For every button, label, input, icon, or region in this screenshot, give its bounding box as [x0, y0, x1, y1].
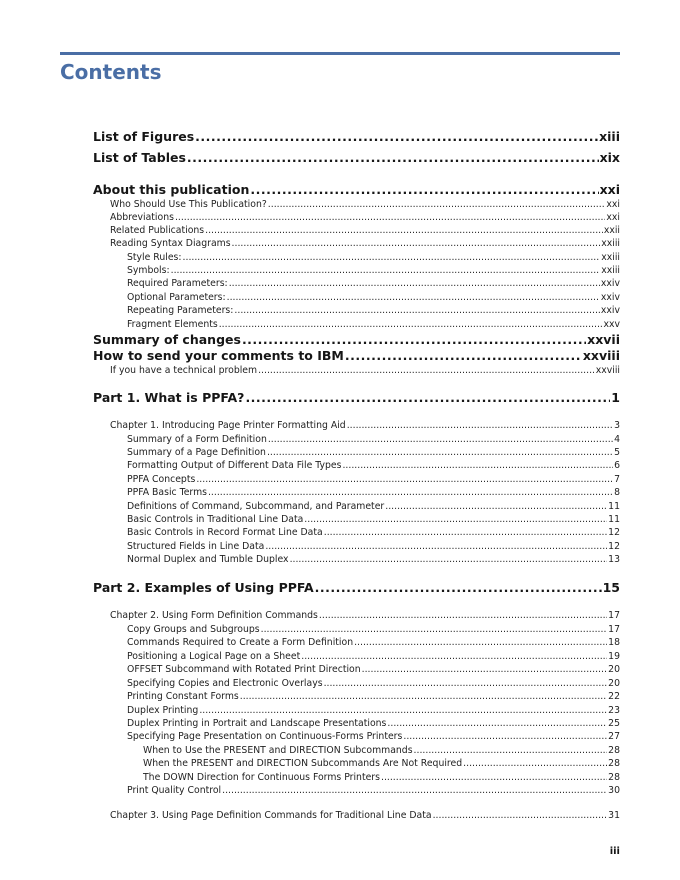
dot-leader	[245, 390, 610, 405]
toc-entry[interactable]	[127, 554, 620, 565]
toc-entry-page: 11	[608, 501, 620, 512]
toc-entry-page: 31	[608, 810, 620, 821]
toc-entry-title: Chapter 2. Using Form Definition Commands	[110, 610, 318, 621]
dot-leader	[208, 487, 613, 498]
toc-entry[interactable]	[143, 758, 620, 769]
toc-entry-title: OFFSET Subcommand with Rotated Print Direction	[127, 664, 361, 675]
page-number: iii	[609, 846, 620, 857]
toc-entry-page: 17	[608, 610, 620, 621]
toc-entry-title: Specifying Page Presentation on Continuous-Forms Printers	[127, 731, 403, 742]
dot-leader	[227, 292, 600, 303]
dot-leader	[229, 278, 600, 289]
toc-entry-page: 22	[608, 691, 620, 702]
toc-entry-page: 23	[608, 705, 620, 716]
toc-entry-page: 12	[608, 527, 620, 538]
toc-entry-title: Chapter 1. Introducing Page Printer Formatting Aid	[110, 420, 346, 431]
toc-entry[interactable]	[127, 487, 620, 498]
toc-entry-title: Part 1. What is PPFA?	[93, 390, 245, 405]
toc-entry[interactable]	[93, 150, 620, 165]
toc-entry[interactable]	[110, 365, 620, 376]
dot-leader	[195, 129, 598, 144]
dot-leader	[268, 199, 606, 210]
dot-leader	[183, 252, 601, 263]
toc-entry-page: 3	[614, 420, 620, 431]
toc-entry-title: Style Rules:	[127, 252, 182, 263]
dot-leader	[171, 265, 601, 276]
toc-entry-page: xxviii	[582, 348, 620, 363]
toc-entry-page: 4	[614, 434, 620, 445]
toc-entry[interactable]	[110, 610, 620, 621]
toc-entry-page: 28	[608, 745, 620, 756]
dot-leader	[301, 651, 607, 662]
toc-entry-page: xxvii	[587, 332, 620, 347]
toc-entry-title: Copy Groups and Subgroups	[127, 624, 260, 635]
dot-leader	[433, 810, 608, 821]
toc-entry-title: Summary of a Form Definition	[127, 434, 267, 445]
toc-entry-title: Positioning a Logical Page on a Sheet	[127, 651, 301, 662]
dot-leader	[345, 348, 582, 363]
toc-entry-title: About this publication	[93, 182, 250, 197]
dot-leader	[354, 637, 607, 648]
toc-entry-title: Printing Constant Forms	[127, 691, 239, 702]
dot-leader	[324, 527, 607, 538]
toc-entry-page: 6	[614, 460, 620, 471]
toc-entry-title: Summary of changes	[93, 332, 241, 347]
toc-entry-title: Basic Controls in Traditional Line Data	[127, 514, 304, 525]
toc-entry-title: When the PRESENT and DIRECTION Subcommands Are Not Required	[143, 758, 463, 769]
toc-entry-title: Chapter 3. Using Page Definition Commands for Traditional Line Data	[110, 810, 432, 821]
toc-entry-page: 17	[608, 624, 620, 635]
toc-entry[interactable]	[127, 664, 620, 675]
toc-entry-title: Required Parameters:	[127, 278, 228, 289]
toc-entry[interactable]	[127, 460, 620, 471]
toc-entry[interactable]	[127, 718, 620, 729]
toc-entry-page: 15	[602, 580, 620, 595]
dot-leader	[319, 610, 607, 621]
toc-entry-page: xxiv	[600, 292, 620, 303]
toc-entry[interactable]	[127, 731, 620, 742]
toc-entry-page: 7	[614, 474, 620, 485]
toc-entry[interactable]	[127, 637, 620, 648]
dot-leader	[342, 460, 613, 471]
header-rule	[60, 52, 620, 55]
dot-leader	[324, 678, 608, 689]
toc-entry[interactable]	[93, 129, 620, 144]
dot-leader	[362, 664, 608, 675]
toc-entry-page: xxiii	[601, 265, 620, 276]
toc-entry-page: 1	[611, 390, 620, 405]
toc-entry-title: Reading Syntax Diagrams	[110, 238, 231, 249]
dot-leader	[205, 225, 603, 236]
toc-entry[interactable]	[127, 292, 620, 303]
toc-entry-title: Commands Required to Create a Form Definition	[127, 637, 354, 648]
toc-entry-title: Specifying Copies and Electronic Overlays	[127, 678, 323, 689]
toc-entry-page: 30	[608, 785, 620, 796]
toc-entry-page: 18	[608, 637, 620, 648]
toc-entry-page: xxiv	[600, 278, 620, 289]
toc-entry-page: 19	[608, 651, 620, 662]
toc-entry-title: Structured Fields in Line Data	[127, 541, 265, 552]
toc-entry-page: xxiii	[601, 238, 620, 249]
toc-entry-title: How to send your comments to IBM	[93, 348, 344, 363]
dot-leader	[381, 772, 607, 783]
dot-leader	[385, 501, 607, 512]
toc-entry[interactable]	[110, 199, 620, 210]
toc-entry-title: Duplex Printing in Portrait and Landscape Presentations	[127, 718, 387, 729]
toc-entry-title: Duplex Printing	[127, 705, 199, 716]
toc-entry-title: Who Should Use This Publication?	[110, 199, 267, 210]
dot-leader	[347, 420, 613, 431]
toc-entry[interactable]	[127, 691, 620, 702]
toc-entry-title: Normal Duplex and Tumble Duplex	[127, 554, 289, 565]
toc-entry-page: 5	[614, 447, 620, 458]
dot-leader	[250, 182, 598, 197]
toc-entry-page: xxi	[599, 182, 620, 197]
dot-leader	[267, 447, 613, 458]
toc-entry[interactable]	[127, 447, 620, 458]
dot-leader	[387, 718, 607, 729]
toc-entry-title: Part 2. Examples of Using PPFA	[93, 580, 314, 595]
toc-entry-page: xxi	[606, 212, 620, 223]
dot-leader	[290, 554, 608, 565]
toc-entry-title: Fragment Elements	[127, 319, 218, 330]
dot-leader	[175, 212, 605, 223]
toc-entry-page: 27	[608, 731, 620, 742]
dot-leader	[234, 305, 600, 316]
toc-entry[interactable]	[93, 348, 620, 363]
toc-entry[interactable]	[127, 319, 620, 330]
dot-leader	[222, 785, 607, 796]
dot-leader	[187, 150, 599, 165]
toc-entry[interactable]	[127, 278, 620, 289]
toc-entry[interactable]	[127, 678, 620, 689]
dot-leader	[315, 580, 602, 595]
toc-entry-title: If you have a technical problem	[110, 365, 258, 376]
toc-entry-page: 28	[608, 772, 620, 783]
toc-entry-title: Basic Controls in Record Format Line Data	[127, 527, 323, 538]
page-title: Contents	[60, 60, 162, 84]
toc-entry[interactable]	[143, 772, 620, 783]
toc-entry-page: 20	[608, 678, 620, 689]
dot-leader	[199, 705, 607, 716]
dot-leader	[196, 474, 613, 485]
toc-entry[interactable]	[127, 624, 620, 635]
dot-leader	[403, 731, 607, 742]
toc-entry-title: Repeating Parameters:	[127, 305, 234, 316]
toc-entry[interactable]	[127, 785, 620, 796]
dot-leader	[261, 624, 608, 635]
toc-entry[interactable]	[127, 651, 620, 662]
toc-entry[interactable]	[127, 705, 620, 716]
dot-leader	[414, 745, 608, 756]
toc-entry-page: 25	[608, 718, 620, 729]
toc-entry-title: Summary of a Page Definition	[127, 447, 266, 458]
toc-entry[interactable]	[110, 212, 620, 223]
toc-entry-title: Formatting Output of Different Data File Types	[127, 460, 342, 471]
toc-entry-title: Optional Parameters:	[127, 292, 226, 303]
dot-leader	[258, 365, 595, 376]
toc-entry-page: xiii	[599, 129, 620, 144]
dot-leader	[219, 319, 603, 330]
toc-entry[interactable]	[127, 514, 620, 525]
toc-entry[interactable]	[127, 527, 620, 538]
toc-entry[interactable]	[127, 252, 620, 263]
toc-entry-page: xxii	[603, 225, 620, 236]
toc-entry-page: 8	[614, 487, 620, 498]
dot-leader	[240, 691, 607, 702]
toc-entry[interactable]	[127, 305, 620, 316]
toc-entry-page: xxviii	[595, 365, 620, 376]
toc-entry-title: Related Publications	[110, 225, 205, 236]
toc-entry-title: PPFA Basic Terms	[127, 487, 207, 498]
dot-leader	[268, 434, 613, 445]
toc-entry[interactable]	[127, 501, 620, 512]
toc-entry[interactable]	[110, 238, 620, 249]
toc-entry[interactable]	[93, 390, 620, 405]
toc-entry-title: When to Use the PRESENT and DIRECTION Subcommands	[143, 745, 413, 756]
toc-entry-page: xix	[599, 150, 620, 165]
toc-entry-page: xxiv	[600, 305, 620, 316]
toc-entry-page: xxv	[603, 319, 620, 330]
toc-entry[interactable]	[93, 182, 620, 197]
toc-entry-page: xxiii	[601, 252, 620, 263]
toc-entry-title: Abbreviations	[110, 212, 174, 223]
toc-entry-page: 11	[608, 514, 620, 525]
toc-entry[interactable]	[110, 225, 620, 236]
toc-entry-title: PPFA Concepts	[127, 474, 196, 485]
dot-leader	[232, 238, 601, 249]
toc-entry-title: Definitions of Command, Subcommand, and Parameter	[127, 501, 385, 512]
toc-entry-title: List of Tables	[93, 150, 186, 165]
dot-leader	[463, 758, 607, 769]
dot-leader	[242, 332, 586, 347]
toc-entry[interactable]	[110, 810, 620, 821]
toc-entry[interactable]	[110, 420, 620, 431]
toc-entry-title: Print Quality Control	[127, 785, 222, 796]
toc-entry[interactable]	[127, 541, 620, 552]
toc-entry-page: 13	[608, 554, 620, 565]
toc-entry-page: 28	[608, 758, 620, 769]
toc-entry[interactable]	[127, 265, 620, 276]
toc-entry[interactable]	[143, 745, 620, 756]
toc-entry[interactable]	[127, 434, 620, 445]
toc-entry-page: 20	[608, 664, 620, 675]
toc-entry[interactable]	[93, 580, 620, 595]
toc-entry-title: Symbols:	[127, 265, 170, 276]
dot-leader	[304, 514, 607, 525]
toc-entry-title: List of Figures	[93, 129, 195, 144]
toc-entry[interactable]	[127, 474, 620, 485]
dot-leader	[265, 541, 607, 552]
toc-entry[interactable]	[93, 332, 620, 347]
toc-entry-page: 12	[608, 541, 620, 552]
toc-entry-page: xxi	[606, 199, 620, 210]
toc-entry-title: The DOWN Direction for Continuous Forms Printers	[143, 772, 380, 783]
